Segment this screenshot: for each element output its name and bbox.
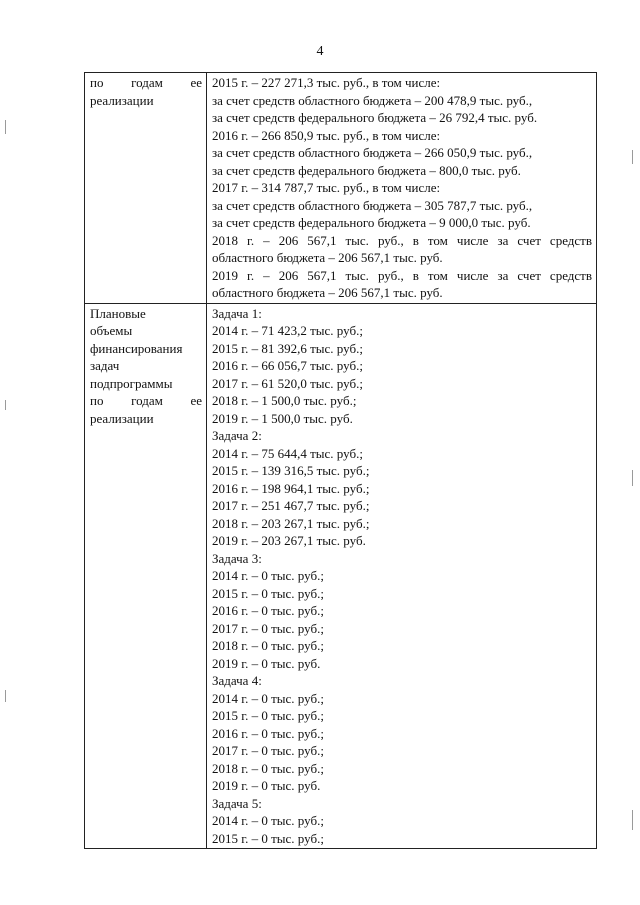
row-label-cell (85, 73, 207, 304)
content-line: 2015 г. – 139 316,5 тыс. руб.; (212, 463, 370, 478)
row-label-line: по годам ее (90, 393, 202, 408)
row-label-line: объемы (90, 323, 133, 338)
task-heading: Задача 2: (212, 428, 262, 443)
scan-margin-mark (632, 150, 633, 164)
content-line: 2018 г. – 0 тыс. руб.; (212, 638, 324, 653)
content-line: областного бюджета – 206 567,1 тыс. руб. (212, 250, 443, 265)
row-label-line: подпрограммы (90, 375, 173, 391)
content-line: 2018 г. – 206 567,1 тыс. руб., в том числе за счет средств (212, 232, 592, 248)
content-line: 2014 г. – 0 тыс. руб.; (212, 813, 324, 828)
content-line: 2015 г. – 0 тыс. руб.; (212, 708, 324, 723)
content-line: 2016 г. – 266 850,9 тыс. руб., в том числе: (212, 127, 441, 143)
financing-table (84, 72, 597, 849)
content-line: 2019 г. – 206 567,1 тыс. руб., в том числе за счет средств (212, 267, 592, 283)
content-line: 2015 г. – 227 271,3 тыс. руб., в том числе: (212, 75, 441, 90)
table-row (85, 73, 597, 304)
task-heading: Задача 1: (212, 305, 262, 321)
content-line: 2019 г. – 0 тыс. руб. (212, 778, 321, 793)
scan-margin-mark (5, 400, 6, 410)
content-line: за счет средств федерального бюджета – 26 792,4 тыс. руб. (212, 110, 538, 125)
content-line: 2019 г. – 1 500,0 тыс. руб. (212, 410, 353, 426)
row-content-cell (207, 73, 597, 304)
content-line: 2018 г. – 203 267,1 тыс. руб.; (212, 515, 370, 531)
task-heading: Задача 3: (212, 550, 262, 566)
content-line: 2017 г. – 61 520,0 тыс. руб.; (212, 375, 363, 391)
content-line: 2015 г. – 0 тыс. руб.; (212, 830, 324, 846)
task-heading: Задача 4: (212, 673, 262, 688)
content-line: 2019 г. – 0 тыс. руб. (212, 655, 321, 671)
content-line: 2019 г. – 203 267,1 тыс. руб. (212, 533, 366, 548)
content-line: за счет средств областного бюджета – 305 787,7 тыс. руб., (212, 197, 533, 213)
content-line: 2017 г. – 0 тыс. руб.; (212, 620, 324, 636)
content-line: областного бюджета – 206 567,1 тыс. руб. (212, 285, 443, 300)
row-label-line: по годам ее (90, 75, 202, 90)
scan-margin-mark (5, 120, 6, 134)
page-number: 4 (316, 44, 324, 59)
content-line: за счет средств областного бюджета – 200 478,9 тыс. руб., (212, 92, 533, 108)
content-line: за счет средств федерального бюджета – 9 000,0 тыс. руб. (212, 215, 531, 230)
content-line: 2016 г. – 66 056,7 тыс. руб.; (212, 358, 363, 373)
row-label-line: реализации (90, 92, 154, 108)
row-label-line: реализации (90, 410, 154, 426)
row-label-line: финансирования (90, 340, 183, 356)
task-heading: Задача 5: (212, 795, 262, 811)
content-line: 2017 г. – 314 787,7 тыс. руб., в том числе: (212, 180, 441, 195)
content-line: за счет средств федерального бюджета – 800,0 тыс. руб. (212, 162, 521, 178)
content-line: 2014 г. – 0 тыс. руб.; (212, 690, 324, 706)
content-line: 2014 г. – 75 644,4 тыс. руб.; (212, 445, 363, 461)
content-line: 2017 г. – 251 467,7 тыс. руб.; (212, 498, 370, 513)
content-line: 2015 г. – 0 тыс. руб.; (212, 585, 324, 601)
scan-margin-mark (632, 470, 633, 486)
row-label-cell (85, 303, 207, 849)
content-line: 2016 г. – 198 964,1 тыс. руб.; (212, 480, 370, 496)
content-line: за счет средств областного бюджета – 266 050,9 тыс. руб., (212, 145, 533, 160)
content-line: 2014 г. – 0 тыс. руб.; (212, 568, 324, 583)
content-line: 2016 г. – 0 тыс. руб.; (212, 603, 324, 618)
content-line: 2014 г. – 71 423,2 тыс. руб.; (212, 323, 363, 338)
scan-margin-mark (5, 690, 6, 702)
content-line: 2015 г. – 81 392,6 тыс. руб.; (212, 340, 363, 356)
content-line: 2018 г. – 1 500,0 тыс. руб.; (212, 393, 357, 408)
content-line: 2017 г. – 0 тыс. руб.; (212, 743, 324, 758)
row-label-line: задач (90, 358, 120, 373)
table-row (85, 303, 597, 849)
row-label-line: Плановые (90, 305, 146, 321)
scan-margin-mark (632, 810, 633, 830)
content-line: 2016 г. – 0 тыс. руб.; (212, 725, 324, 741)
content-line: 2018 г. – 0 тыс. руб.; (212, 760, 324, 776)
row-content-cell (207, 303, 597, 849)
